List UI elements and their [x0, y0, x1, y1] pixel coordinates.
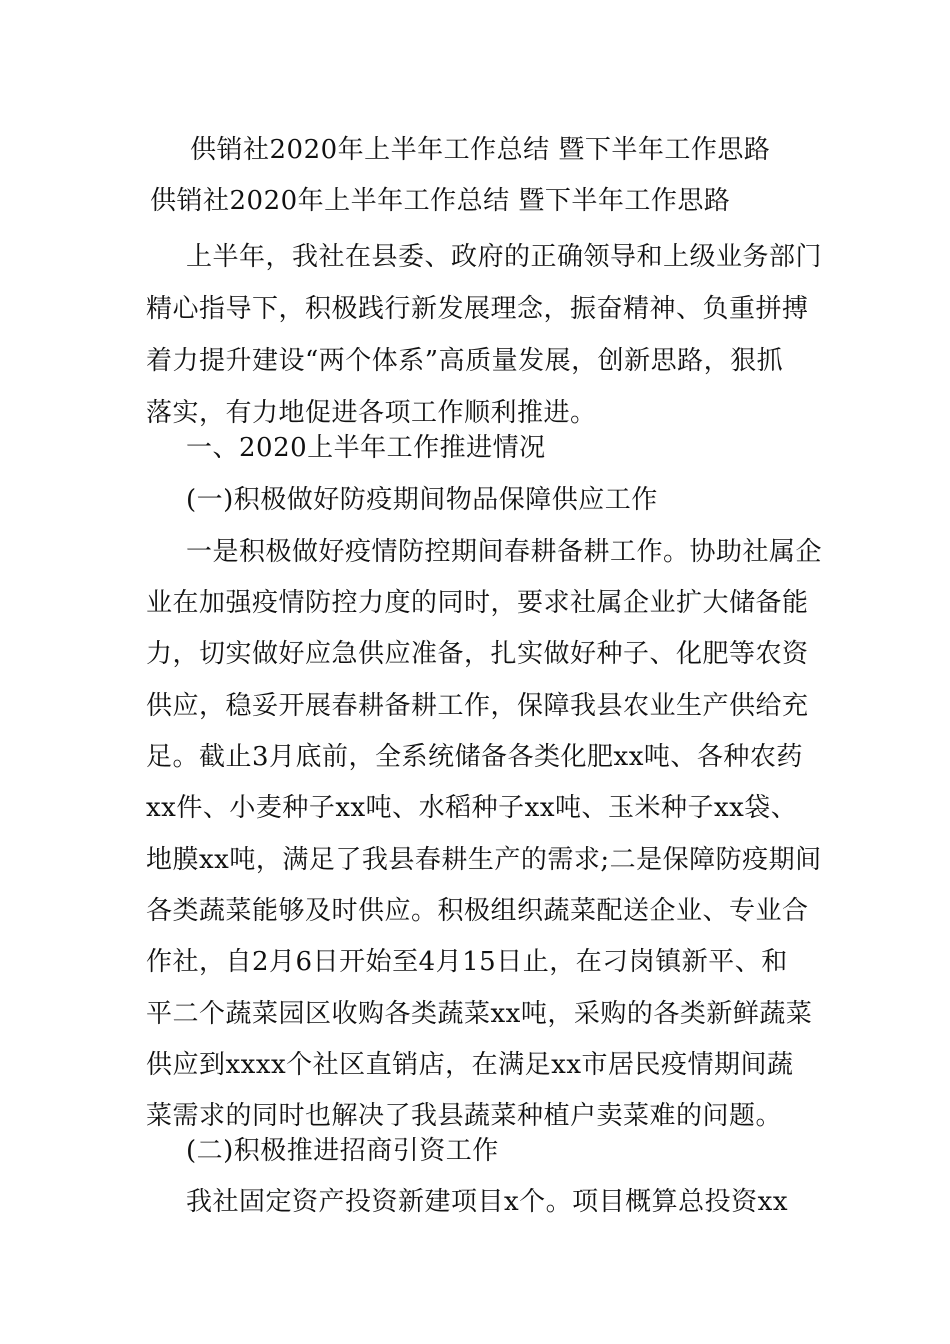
- section-heading: 一、2020上半年工作推进情况: [186, 433, 546, 463]
- paragraph-line: 供应到xxxx个社区直销店，在满足xx市居民疫情期间蔬: [146, 1050, 794, 1080]
- subsection-heading: (一)积极做好防疫期间物品保障供应工作: [186, 485, 658, 515]
- paragraph-line: 各类蔬菜能够及时供应。积极组织蔬菜配送企业、专业合: [146, 896, 809, 926]
- subsection-heading: (二)积极推进招商引资工作: [186, 1136, 499, 1166]
- document-title: 供销社2020年上半年工作总结 暨下半年工作思路: [190, 135, 771, 165]
- paragraph-line: 平二个蔬菜园区收购各类蔬菜xx吨，采购的各类新鲜蔬菜: [146, 999, 813, 1029]
- document-title-repeat: 供销社2020年上半年工作总结 暨下半年工作思路: [150, 186, 731, 216]
- paragraph-line: 上半年，我社在县委、政府的正确领导和上级业务部门: [186, 242, 823, 272]
- paragraph-line: 着力提升建设“两个体系”高质量发展，创新思路，狠抓: [146, 346, 784, 376]
- paragraph-line: 足。截止3月底前，全系统储备各类化肥xx吨、各种农药: [146, 742, 803, 772]
- paragraph-line: 地膜xx吨，满足了我县春耕生产的需求;二是保障防疫期间: [146, 845, 822, 875]
- paragraph-line: 业在加强疫情防控力度的同时，要求社属企业扩大储备能: [146, 588, 809, 618]
- paragraph-line: 我社固定资产投资新建项目x个。项目概算总投资xx: [186, 1187, 788, 1217]
- paragraph-line: 落实，有力地促进各项工作顺利推进。: [146, 398, 597, 428]
- paragraph-line: 力，切实做好应急供应准备，扎实做好种子、化肥等农资: [146, 639, 809, 669]
- paragraph-line: 菜需求的同时也解决了我县蔬菜种植户卖菜难的问题。: [146, 1101, 783, 1131]
- paragraph-line: 供应，稳妥开展春耕备耕工作，保障我县农业生产供给充: [146, 691, 809, 721]
- paragraph-line: 一是积极做好疫情防控期间春耕备耕工作。协助社属企: [186, 537, 823, 567]
- paragraph-line: 作社，自2月6日开始至4月15日止，在刁岗镇新平、和: [146, 947, 788, 977]
- paragraph-line: xx件、小麦种子xx吨、水稻种子xx吨、玉米种子xx袋、: [146, 793, 798, 823]
- paragraph-line: 精心指导下，积极践行新发展理念，振奋精神、负重拼搏: [146, 294, 809, 324]
